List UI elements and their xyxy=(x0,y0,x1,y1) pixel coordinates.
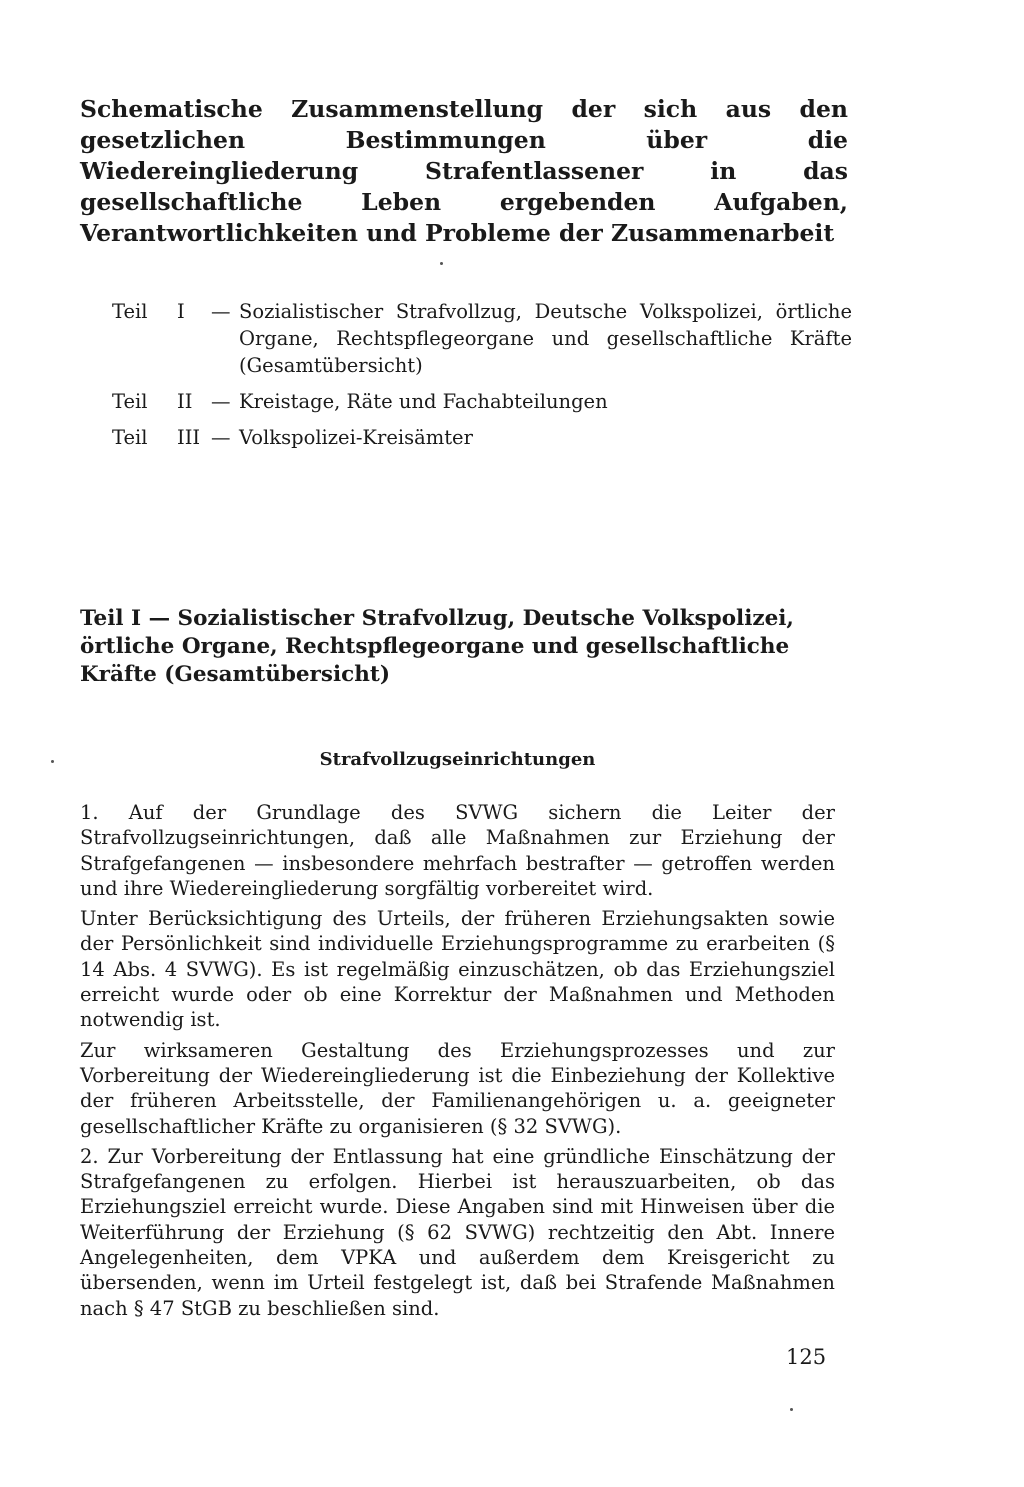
toc-item-text: Volkspolizei-Kreisämter xyxy=(239,426,473,449)
toc-item-text: Sozialistischer Strafvollzug, Deutsche Volkspolizei, örtliche Organe, Rechtspflegeorgane und gesellschaftliche Kräfte (Gesamtübersicht) xyxy=(239,300,852,377)
toc-item xyxy=(112,388,852,415)
scan-speck xyxy=(790,1408,793,1411)
toc-item-number: III xyxy=(177,426,201,449)
page-number: 125 xyxy=(786,1345,827,1369)
body-text xyxy=(80,800,835,1326)
table-of-contents xyxy=(112,298,852,460)
paragraph: 2. Zur Vorbereitung der Entlassung hat eine gründliche Einschätzung der Strafgefangenen zu erfolgen. Hierbei ist herauszuarbeiten, ob das Erziehungsziel erreicht wurde. Diese Angaben sind mit Hinweisen über die Weiterführung der Erziehung (§ 62 SVWG) rechtzeitig den Abt. Innere Angelegenheiten, dem VPKA und außerdem dem Kreisgericht zu übersenden, wenn im Urteil festgelegt ist, daß bei Strafende Maßnahmen nach § 47 StGB zu beschließen sind. xyxy=(80,1144,835,1320)
toc-item-dash: — xyxy=(211,300,231,323)
toc-item-label: Teil xyxy=(112,300,148,323)
scan-speck xyxy=(440,262,443,265)
toc-item-label: Teil xyxy=(112,426,148,449)
paragraph: Zur wirksameren Gestaltung des Erziehungsprozesses und zur Vorbereitung der Wiedereingliederung ist die Einbeziehung der Kollektive der früheren Arbeitsstelle, der Familienangehörigen u. a. geeigneter gesellschaftlicher Kräfte zu organisieren (§ 32 SVWG). xyxy=(80,1038,835,1138)
section-subheading: Strafvollzugseinrichtungen xyxy=(319,749,596,770)
toc-item-number: I xyxy=(177,300,185,323)
paragraph: 1. Auf der Grundlage des SVWG sichern die Leiter der Strafvollzugseinrichtungen, daß alle Maßnahmen zur Erziehung der Strafgefangenen — insbesondere mehrfach bestrafter — getroffen werden und ihre Wiedereingliederung sorgfältig vorbereitet wird. xyxy=(80,801,835,900)
document-title: Schematische Zusammenstellung der sich aus den gesetzlichen Bestimmungen über die Wiedereingliederung Strafentlassener in das gesellschaftliche Leben ergebenden Aufgaben, Verantwortlichkeiten und Probleme der Zusammenarbeit xyxy=(80,95,848,247)
toc-item xyxy=(112,298,852,379)
toc-item-label: Teil xyxy=(112,390,148,413)
toc-item-text: Kreistage, Räte und Fachabteilungen xyxy=(239,390,608,413)
toc-item xyxy=(112,424,852,451)
toc-item-dash: — xyxy=(211,426,231,449)
section-heading: Teil I — Sozialistischer Strafvollzug, Deutsche Volkspolizei, örtliche Organe, Rechtspflegeorgane und gesellschaftliche Kräfte (Gesamtübersicht) xyxy=(80,606,794,687)
toc-item-dash: — xyxy=(211,390,231,413)
scan-speck xyxy=(51,760,54,763)
paragraph: Unter Berücksichtigung des Urteils, der früheren Erziehungsakten sowie der Persönlichkeit sind individuelle Erziehungsprogramme zu erarbeiten (§ 14 Abs. 4 SVWG). Es ist regelmäßig einzuschätzen, ob das Erziehungsziel erreicht wurde oder ob eine Korrektur der Maßnahmen und Methoden notwendig ist. xyxy=(80,907,835,1032)
toc-item-number: II xyxy=(177,390,193,413)
